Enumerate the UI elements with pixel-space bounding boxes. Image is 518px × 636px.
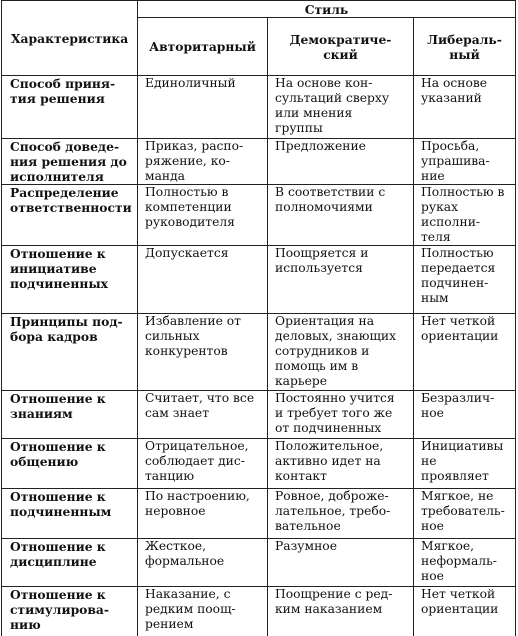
style-header-democratic: Демократиче- ский [268, 18, 414, 76]
table-row [2, 185, 516, 246]
authoritarian-cell: Приказ, распо- ряжение, ко- манда [138, 139, 268, 185]
liberal-cell: Безразлич- ное [414, 391, 516, 439]
characteristic-cell: Отношение к общению [2, 439, 138, 489]
authoritarian-cell: По настроению, неровное [138, 489, 268, 539]
liberal-cell: Мягкое, неформаль- ное [414, 539, 516, 587]
style-group-header: Стиль [138, 1, 516, 18]
democratic-cell: Разумное [268, 539, 414, 587]
table-header [2, 1, 516, 76]
democratic-cell: Предложение [268, 139, 414, 185]
democratic-cell: Ориентация на деловых, знающих сотрудников и помощь им в карьере [268, 314, 414, 391]
table-row [2, 587, 516, 636]
characteristic-cell: Способ доведе- ния решения до исполнителя [2, 139, 138, 185]
style-header-authoritarian: Авторитарный [138, 18, 268, 76]
democratic-cell: На основе кон- сультаций сверху или мнения группы [268, 76, 414, 139]
characteristic-cell: Принципы под- бора кадров [2, 314, 138, 391]
liberal-cell: Нет четкой ориентации [414, 587, 516, 636]
characteristic-cell: Отношение к инициативе подчиненных [2, 246, 138, 314]
table-row [2, 314, 516, 391]
table-row [2, 391, 516, 439]
table-row [2, 539, 516, 587]
authoritarian-cell: Допускается [138, 246, 268, 314]
democratic-cell: Поощряется и используется [268, 246, 414, 314]
characteristic-cell: Отношение к дисциплине [2, 539, 138, 587]
liberal-cell: На основе указаний [414, 76, 516, 139]
characteristic-cell: Отношение к стимулирова- нию [2, 587, 138, 636]
style-header-liberal: Либераль- ный [414, 18, 516, 76]
table-row [2, 439, 516, 489]
table-row [2, 246, 516, 314]
liberal-cell: Полностью в руках исполни- теля [414, 185, 516, 246]
table-row [2, 489, 516, 539]
characteristic-cell: Отношение к подчиненным [2, 489, 138, 539]
authoritarian-cell: Единоличный [138, 76, 268, 139]
characteristic-header: Характеристика [2, 1, 138, 76]
header-row-1 [2, 1, 516, 18]
democratic-cell: В соответствии с полномочиями [268, 185, 414, 246]
liberal-cell: Мягкое, не требователь- ное [414, 489, 516, 539]
authoritarian-cell: Полностью в компетенции руководителя [138, 185, 268, 246]
authoritarian-cell: Избавление от сильных конкурентов [138, 314, 268, 391]
liberal-cell: Инициативы не проявляет [414, 439, 516, 489]
liberal-cell: Нет четкой ориентации [414, 314, 516, 391]
table-row [2, 76, 516, 139]
democratic-cell: Постоянно учится и требует того же от подчиненных [268, 391, 414, 439]
liberal-cell: Полностью передается подчинен- ным [414, 246, 516, 314]
authoritarian-cell: Отрицательное, соблюдает дис- танцию [138, 439, 268, 489]
characteristic-cell: Распределение ответственности [2, 185, 138, 246]
authoritarian-cell: Жесткое, формальное [138, 539, 268, 587]
leadership-styles-table [1, 0, 516, 636]
table-body [2, 76, 516, 636]
democratic-cell: Ровное, доброже- лательное, требо- вательное [268, 489, 414, 539]
liberal-cell: Просьба, упрашива- ние [414, 139, 516, 185]
characteristic-cell: Отношение к знаниям [2, 391, 138, 439]
democratic-cell: Положительное, активно идет на контакт [268, 439, 414, 489]
table-row [2, 139, 516, 185]
authoritarian-cell: Считает, что все сам знает [138, 391, 268, 439]
characteristic-cell: Способ приня- тия решения [2, 76, 138, 139]
authoritarian-cell: Наказание, с редким поощ- рением [138, 587, 268, 636]
democratic-cell: Поощрение с ред- ким наказанием [268, 587, 414, 636]
